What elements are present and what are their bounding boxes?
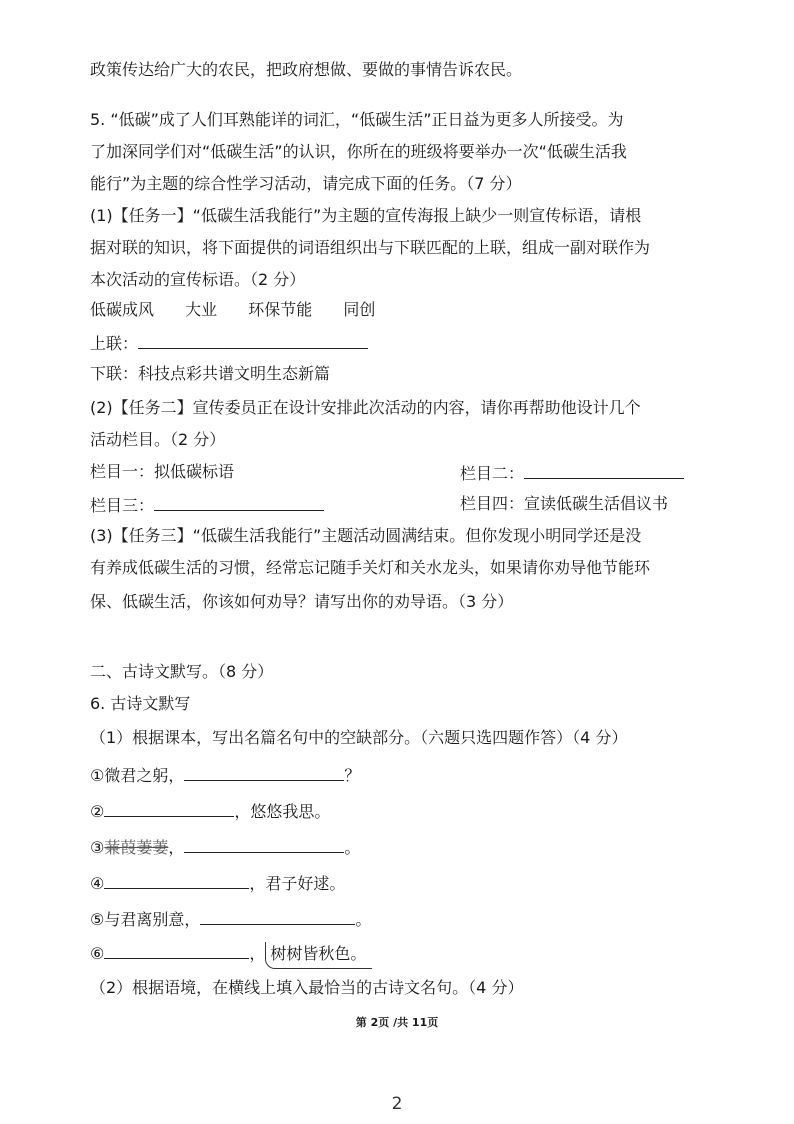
- poem-text: ，: [168, 838, 185, 857]
- poem-text: ？: [344, 766, 361, 785]
- poem-line-4: [90, 870, 345, 896]
- task-3-text: 有养成低碳生活的习惯，经常忘记随手关灯和关水龙头，如果请你劝导他节能环: [90, 558, 651, 577]
- word-bank-item: 大业: [185, 300, 218, 319]
- column-3-label: 栏目三：: [90, 496, 155, 515]
- lower-couplet: 下联：科技点彩共谱文明生态新篇: [90, 364, 331, 383]
- poem-text: 。: [355, 910, 372, 929]
- upper-couplet-blank[interactable]: [138, 330, 368, 349]
- poem-text: ②: [90, 802, 105, 821]
- poem-blank-3[interactable]: [184, 834, 344, 853]
- column-3-row: [90, 492, 324, 518]
- poem-line-5: [90, 906, 371, 932]
- word-bank-item: 同创: [343, 300, 376, 319]
- upper-couplet-label: 上联：: [90, 334, 139, 353]
- column-4: 栏目四：宣读低碳生活倡议书: [460, 494, 669, 513]
- question-5-text: 能行”为主题的综合性学习活动，请完成下面的任务。（7 分）: [90, 174, 522, 193]
- question-5-text: 了加深同学们对“低碳生活”的认识，你所在的班级将要举办一次“低碳生活我: [90, 142, 627, 161]
- word-bank-item: 环保节能: [248, 300, 313, 319]
- word-bank: [90, 298, 401, 322]
- column-2-label: 栏目二：: [460, 464, 525, 483]
- handwritten-mark: 树树皆秋色。: [265, 942, 372, 969]
- task-3-text: 保、低碳生活，你该如何劝导？请写出你的劝导语。（3 分）: [90, 592, 514, 611]
- task-1-text: 据对联的知识，将下面提供的词语组织出与下联匹配的上联，组成一副对联作为: [90, 238, 651, 257]
- poem-text: 。: [344, 838, 361, 857]
- poem-text: ，悠悠我思。: [234, 802, 331, 821]
- poem-line-3: [90, 834, 360, 860]
- task-1-text: (1)【任务一】“低碳生活我能行”为主题的宣传海报上缺少一则宣传标语，请根: [90, 206, 642, 225]
- word-bank-item: 低碳成风: [90, 300, 155, 319]
- question-6-part-1: （1）根据课本，写出名篇名句中的空缺部分。（六题只选四题作答）（4 分）: [90, 728, 628, 747]
- poem-text: ⑥: [90, 944, 105, 963]
- column-3-blank[interactable]: [154, 492, 324, 511]
- poem-text: ⑤与君离别意，: [90, 910, 201, 929]
- question-6-part-2: （2）根据语境，在横线上填入最恰当的古诗文名句。（4 分）: [90, 978, 524, 997]
- struck-out-text: 蒹葭萋萋: [104, 838, 169, 857]
- column-2-blank[interactable]: [524, 460, 684, 479]
- poem-line-2: [90, 798, 330, 824]
- poem-blank-4[interactable]: [104, 870, 249, 889]
- poem-line-1: [90, 762, 360, 788]
- upper-couplet-row: [90, 330, 368, 356]
- poem-line-6: [90, 940, 372, 969]
- section-2-heading: 二、古诗文默写。（8 分）: [90, 662, 274, 681]
- poem-blank-5[interactable]: [200, 906, 355, 925]
- poem-blank-1[interactable]: [184, 762, 344, 781]
- page-number: 2: [391, 1094, 403, 1114]
- column-1: 栏目一：拟低碳标语: [90, 462, 235, 481]
- poem-text: ，君子好逑。: [249, 874, 346, 893]
- task-3-text: (3)【任务三】“低碳生活我能行”主题活动圆满结束。但你发现小明同学还是没: [90, 526, 642, 545]
- question-5-text: 5. “低碳”成了人们耳熟能详的词汇，“低碳生活”正日益为更多人所接受。为: [90, 110, 624, 129]
- poem-text: ①微君之躬，: [90, 766, 185, 785]
- poem-text: ，: [249, 944, 266, 963]
- poem-blank-2[interactable]: [104, 798, 234, 817]
- poem-text: ③: [90, 838, 105, 857]
- text-line: 政策传达给广大的农民，把政府想做、要做的事情告诉农民。: [90, 60, 523, 79]
- task-1-text: 本次活动的宣传标语。（2 分）: [90, 270, 306, 289]
- page-footer: 第 2页 /共 11页: [355, 1016, 439, 1029]
- question-6-heading: 6. 古诗文默写: [90, 694, 191, 713]
- task-2-text: 活动栏目。（2 分）: [90, 430, 226, 449]
- poem-blank-6[interactable]: [104, 940, 249, 959]
- poem-text: ④: [90, 874, 105, 893]
- task-2-text: (2)【任务二】宣传委员正在设计安排此次活动的内容，请你再帮助他设计几个: [90, 398, 641, 417]
- column-2-row: [460, 460, 684, 486]
